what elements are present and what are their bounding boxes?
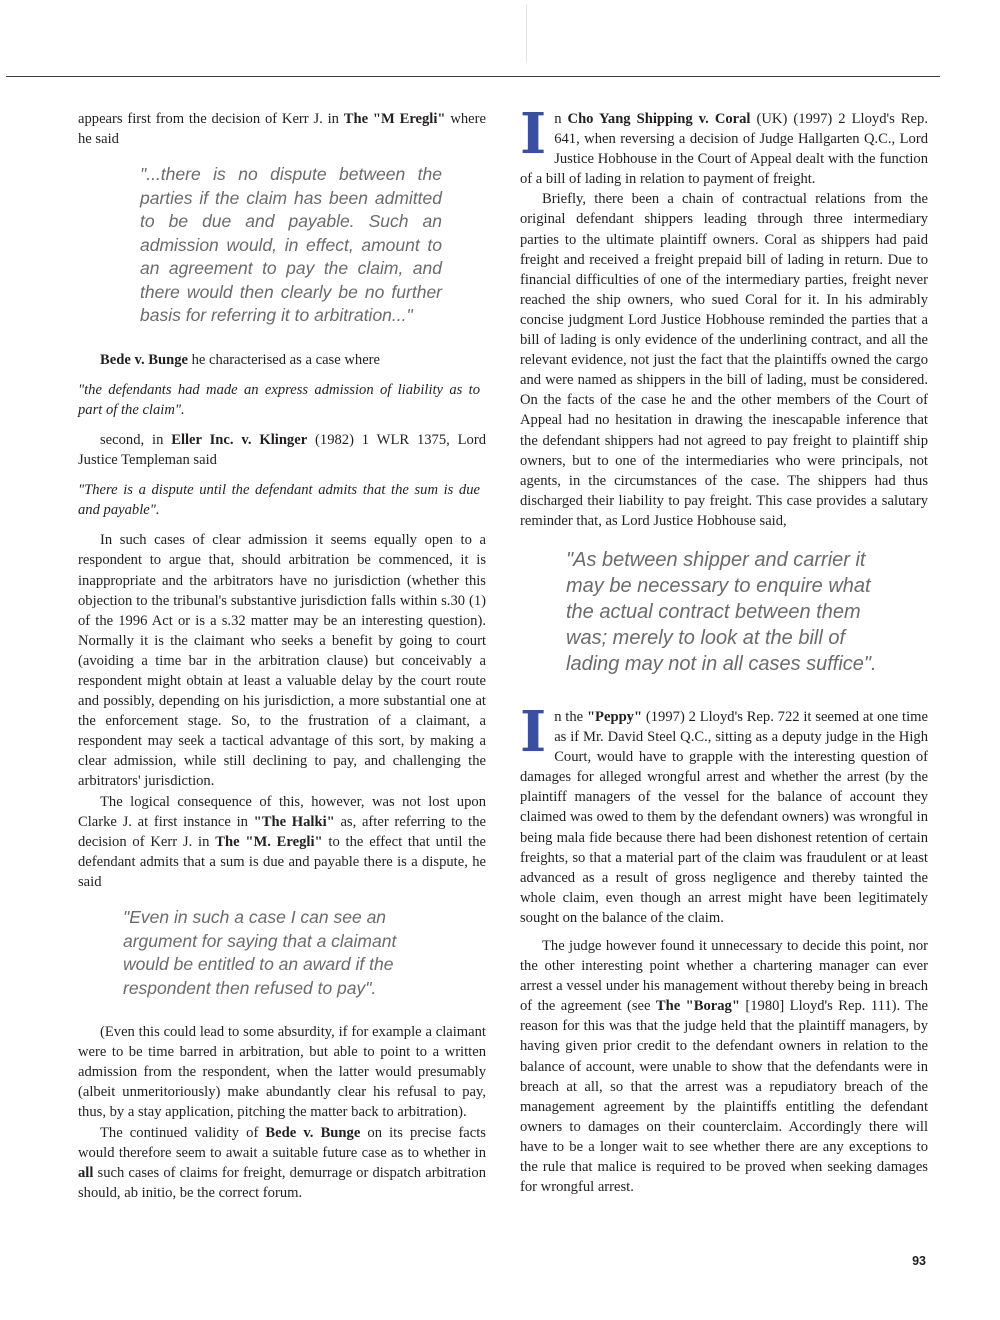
case-name: Bede v. Bunge [100, 351, 188, 368]
paragraph-judge [520, 936, 928, 1197]
quote-bede: "the defendants had made an express admission of liability as to part of the claim". [78, 381, 480, 418]
text: (1982) 1 WLR 1375, Lord Justice Templeman said [78, 431, 486, 469]
paragraph-bede [78, 350, 486, 370]
pull-quote-hobhouse: "As between shipper and carrier it may be necessary to enquire what the actual contract between them was; merely to look at the bill of lading may not in all cases suffice". [566, 548, 877, 675]
emphasis: all [78, 1164, 94, 1181]
text: second, in [100, 431, 172, 448]
paragraph-cho-yang [520, 101, 928, 189]
paragraph-admission: In such cases of clear admission it seems equally open to a respondent to argue that, should arbitration be commenced, it is inappropriate and the arbitrators have no jurisdiction (whether this objection to the tribunal's substantive jurisdiction falls within s.30 (1) of the 1996 Act or is a s.32 matter may be an interesting question). Normally it is the claimant who seeks a benefit by going to court (avoiding a time bar in the arbitration clause) but conceivably a respondent might obtain at least a valuable delay by the court route and possibly, depending on his jurisdiction, a more substantial one at the enforcement stage. So, to the frustration of a claimant, a respondent may seek a tactical advantage of this sort, by making a clear admission, while still declining to pay, and challenging the arbitrators' jurisdiction. [78, 532, 486, 790]
pull-quote-eregli: "...there is no dispute between the parties if the claim has been admitted to be due and payable. Such an admission would, in effect, amount to an agreement to pay the claim, and there would then clearly be no further basis for referring it to arbitration..." [140, 164, 442, 326]
case-name: Eller Inc. v. Klinger [171, 431, 308, 448]
text: The logical consequence of this, however, was not lost upon Clarke J. at first instance in [78, 793, 486, 830]
case-name: "The Halki" [253, 813, 335, 830]
case-name: Bede v. Bunge [265, 1124, 361, 1141]
page-number: 93 [912, 1254, 926, 1268]
text: appears first from the decision of Kerr J. in [78, 111, 344, 127]
paragraph-peppy [520, 698, 928, 928]
case-name: "Peppy" [586, 708, 643, 725]
text: n [554, 111, 568, 127]
paragraph-eller [78, 430, 486, 470]
case-name: The "M. Eregli" [215, 833, 323, 850]
right-column [520, 101, 928, 1197]
case-name: Cho Yang Shipping v. Coral [567, 111, 751, 127]
text: where he said [78, 111, 486, 148]
header-rule [6, 76, 940, 77]
scan-mark [526, 4, 527, 62]
text: [1980] Lloyd's Rep. 111). The reason for this was that the judge held that the plaintiff managers, by having given prior credit to the defendant owners in relation to the balance of account, were unable to show that the defendants were in breach at all, so that the arrest was a repudiatory breach of the management agreement by the plaintiffs entitling the defendant owners to damages on their counterclaim. Accordingly there will have to be a longer wait to see whether there are any exceptions to the rule that malice is required to be proved when seeking damages for wrongful arrest. [520, 998, 928, 1196]
left-column [78, 109, 486, 1203]
paragraph-briefly: Briefly, there been a chain of contractual relations from the original defendant shippers leading through three intermediary parties to the ultimate plaintiff owners. Coral as shippers had paid freight and received a freight prepaid bill of lading in return. Due to financial difficulties of one of the intermediary parties, freight never reached the ship owners, who sued Coral for it. In his admirably concise judgment Lord Justice Hobhouse reminded the parties that a bill of lading is only evidence of the underlining contract, and all the relevant evidence, not just the fact that the plaintiffs owned the cargo and were named as shippers in the bill of lading, must be considered. On the facts of the case he and the other members of the Court of Appeal had no hesitation in drawing the inescapable inference that the defendant shippers had not agreed to pay freight to plaintiff ship owners, but to one of the intermediaries who were principals, not agents, in the circumstances of the case. The shippers had thus discharged their liability to pay freight. This case provides a salutary reminder that, as Lord Justice Hobhouse said, [520, 191, 928, 529]
text: he characterised as a case where [187, 351, 381, 368]
text: The judge however found it unnecessary to decide this point, nor the other interesting point whether a chartering manager can ever arrest a vessel under his management without thereby being in breach of the agreement (see [520, 938, 928, 1015]
text: on its precise facts would therefore seem to await a suitable future case as to whether in [78, 1124, 486, 1161]
drop-cap: I [520, 101, 547, 167]
quote-templeman: "There is a dispute until the defendant admits that the sum is due and payable". [78, 482, 480, 519]
text: to the effect that until the defendant admits that a sum is due and payable there is a dispute, he said [78, 833, 487, 890]
paragraph-kerr [78, 109, 486, 149]
text: (UK) (1997) 2 Lloyd's Rep. 641, when reversing a decision of Judge Hallgarten Q.C., Lord Justice Hobhouse in the Court of Appeal dealt with the function of a bill of lading in relation to payment of freight. [520, 111, 928, 188]
paragraph-validity [78, 1123, 486, 1203]
text: (1997) 2 Lloyd's Rep. 722 it seemed at one time as if Mr. David Steel Q.C., sitting as a deputy judge in the High Court, would have to grapple with the interesting question of damages for alleged wrongful arrest and whether the arrest (by the plaintiff managers of the vessel for the balance of account they claimed was owed to them by the defendant owners) was wrongful in being mala fide because there had been dishonest retention of certain freights, so that a material part of the claim was fraudulent or at least advanced as a result of gross negligence and thereby tainted the whole claim, even though an arrest might have been legitimately sought on the balance of the claim. [520, 708, 928, 926]
case-name: The "M Eregli" [343, 111, 446, 127]
text: n the [554, 708, 587, 725]
case-name: The "Borag" [655, 998, 740, 1015]
text: such cases of claims for freight, demurrage or dispatch arbitration should, ab initio, be the correct forum. [78, 1164, 486, 1201]
paragraph-absurdity: (Even this could lead to some absurdity, if for example a claimant were to be time barred in arbitration, but able to point to a written admission from the respondent, when the latter would presumably (albeit unmeritoriously) make abundantly clear his refusal to pay, thus, by a stay application, pitching the matter back to arbitration). [78, 1024, 486, 1121]
drop-cap: I [520, 698, 547, 765]
pull-quote-clarke: "Even in such a case I can see an argument for saying that a claimant would be entitled to an award if the respondent then refused to pay". [123, 907, 397, 998]
text: as, after referring to the decision of Kerr J. in [78, 813, 487, 850]
text: The continued validity of [100, 1124, 266, 1141]
paragraph-halki [78, 792, 486, 892]
